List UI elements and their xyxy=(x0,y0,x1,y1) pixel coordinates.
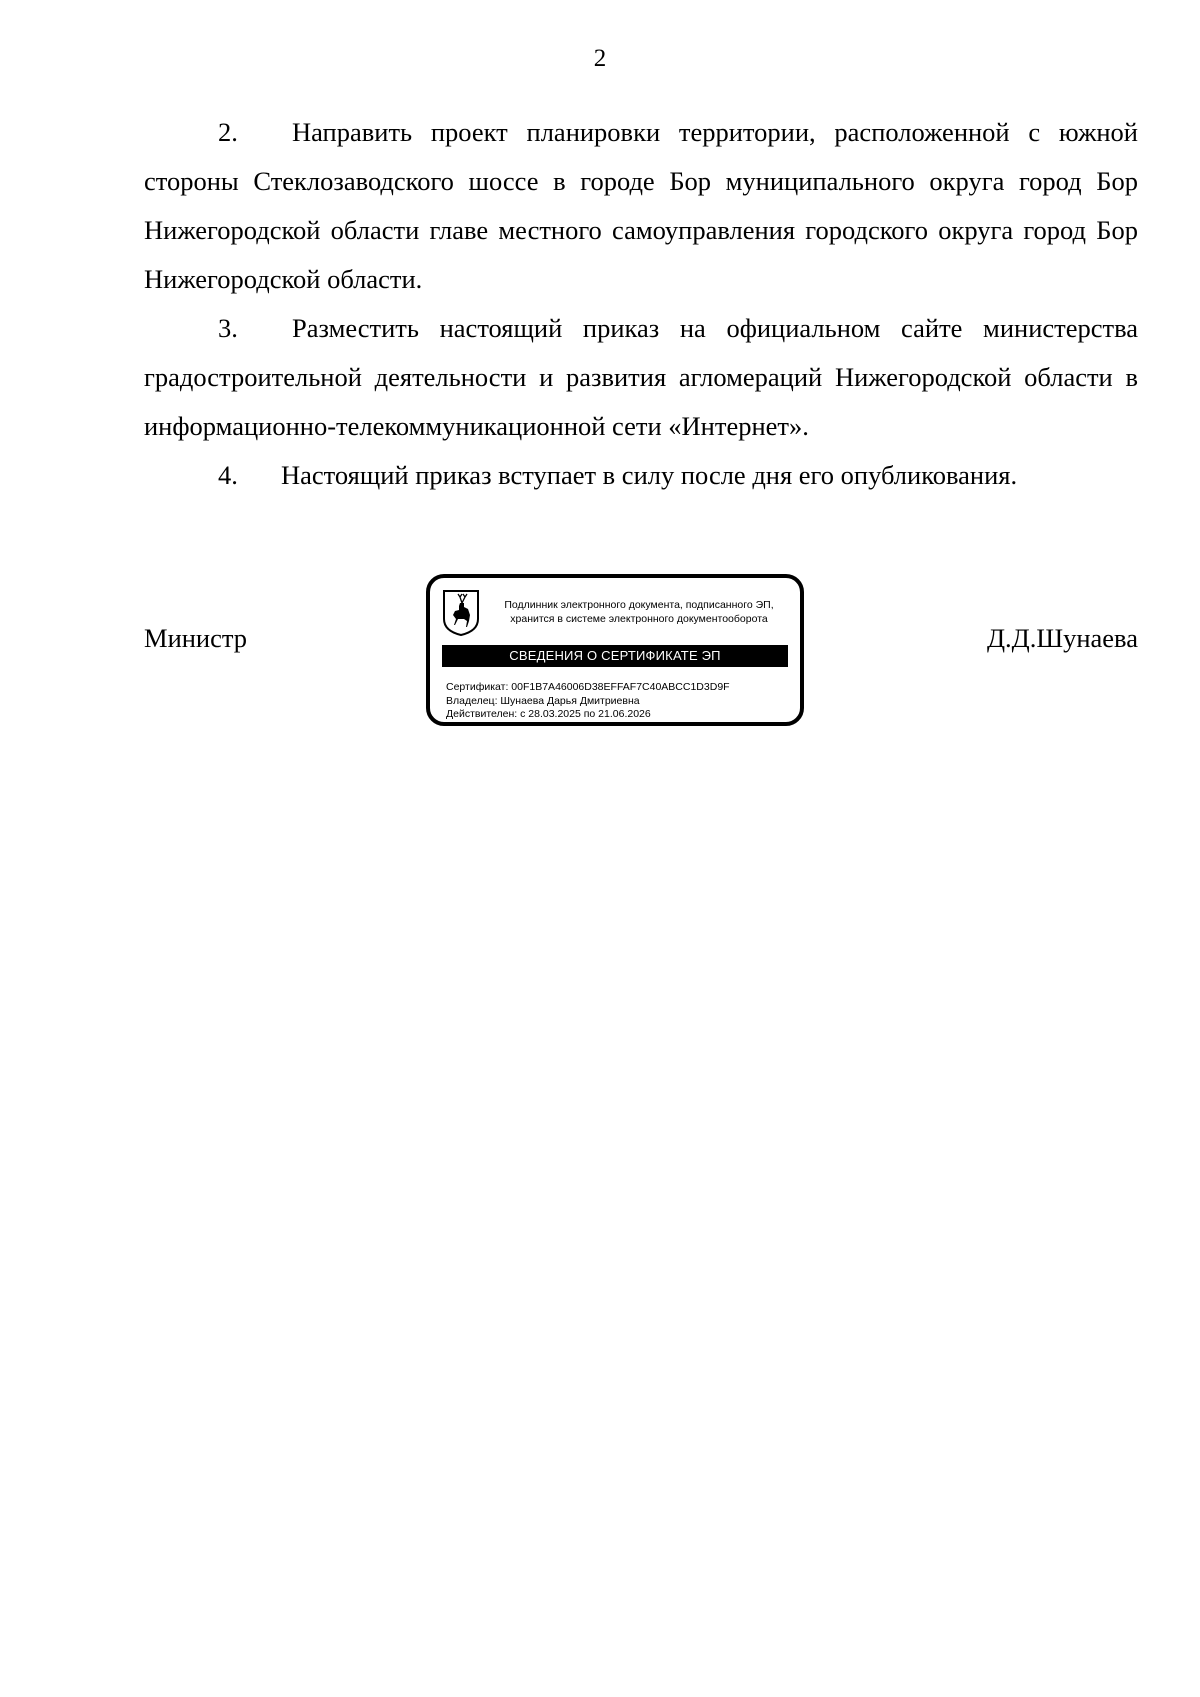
paragraph-4 xyxy=(144,451,1138,500)
deer-coat-of-arms-icon xyxy=(442,589,480,637)
page-number: 2 xyxy=(593,45,607,72)
document-body xyxy=(144,108,1138,500)
paragraph-text: Настоящий приказ вступает в силу после дня его опубликования. xyxy=(281,460,1018,490)
paragraph-text: Направить проект планировки территории, расположенной с южной стороны Стеклозаводского шоссе в городе Бор муниципального округа город Бор Нижегородской области главе местного самоуправления городского округа город Бор Нижегородской области. xyxy=(144,117,1138,294)
signer-name: Д.Д.Шунаева xyxy=(986,623,1138,653)
signer-position: Министр xyxy=(144,623,248,653)
certificate-number: Сертификат: 00F1B7A46006D38EFFAF7C40ABCC1D3D9F xyxy=(446,681,730,693)
paragraph-2 xyxy=(144,108,1138,304)
certificate-owner: Владелец: Шунаева Дарья Дмитриевна xyxy=(446,694,640,707)
stamp-details xyxy=(446,681,792,722)
paragraph-text: Разместить настоящий приказ на официальном сайте министерства градостроительной деятельности и развития агломераций Нижегородской области в информационно-телекоммуникационной сети «Интернет». xyxy=(144,313,1138,441)
stamp-title: СВЕДЕНИЯ О СЕРТИФИКАТЕ ЭП xyxy=(442,645,788,667)
stamp-header-line: Подлинник электронного документа, подписанного ЭП, xyxy=(504,599,774,611)
paragraph-number: 2. xyxy=(218,117,238,147)
electronic-signature-stamp xyxy=(426,574,804,726)
paragraph-number: 3. xyxy=(218,313,238,343)
paragraph-3 xyxy=(144,304,1138,451)
stamp-header-line: хранится в системе электронного документооборота xyxy=(510,613,768,625)
stamp-header xyxy=(486,598,792,626)
certificate-validity: Действителен: с 28.03.2025 по 21.06.2026 xyxy=(446,708,651,720)
paragraph-number: 4. xyxy=(218,460,238,490)
signature-block xyxy=(144,574,1138,720)
